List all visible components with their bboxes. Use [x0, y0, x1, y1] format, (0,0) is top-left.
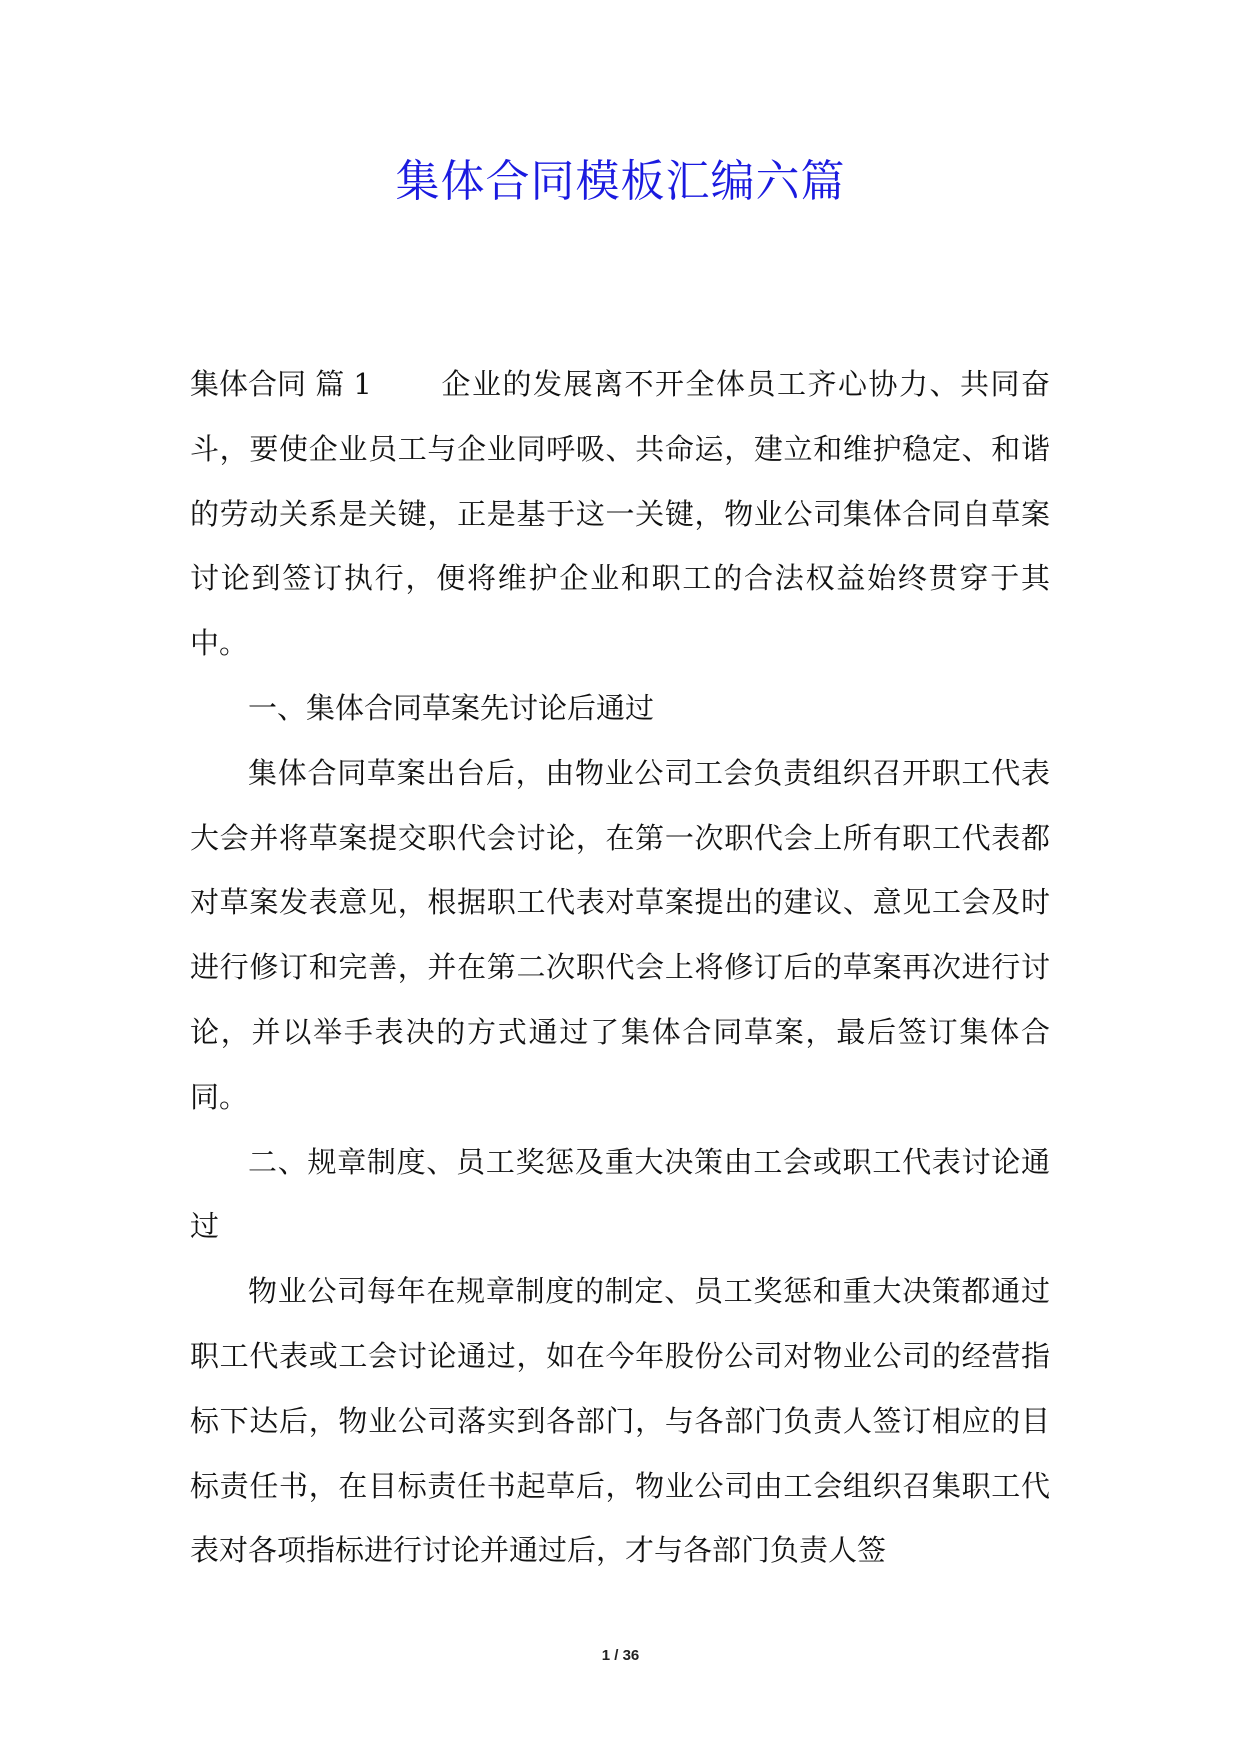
document-title: 集体合同模板汇编六篇	[395, 156, 846, 207]
heading-2: 二、规章制度、员工奖惩及重大决策由工会或职工代表讨论通过	[190, 1144, 1050, 1244]
paragraph-1-text: 企业的发展离不开全体员工齐心协力、共同奋斗，要使企业员工与企业同呼吸、共命运，建立和维护稳定、和谐的劳动关系是关键，正是基于这一关键，物业公司集体合同自草案讨论到签订执行，便将维护企业和职工的合法权益始终贯穿于其中。	[190, 367, 1050, 661]
page-number: 1 / 36	[601, 1647, 640, 1664]
document-body	[190, 352, 1050, 1583]
paragraph-2: 集体合同草案出台后，由物业公司工会负责组织召开职工代表大会并将草案提交职代会讨论，在第一次职代会上所有职工代表都对草案发表意见，根据职工代表对草案提出的建议、意见工会及时进行修订和完善，并在第二次职代会上将修订后的草案再次进行讨论，并以举手表决的方式通过了集体合同草案，最后签订集体合同。	[190, 755, 1050, 1114]
heading-1: 一、集体合同草案先讨论后通过	[248, 690, 655, 725]
paragraph-1	[190, 352, 1050, 676]
section-label: 集体合同 篇 1	[190, 367, 372, 401]
paragraph-3: 物业公司每年在规章制度的制定、员工奖惩和重大决策都通过职工代表或工会讨论通过，如在今年股份公司对物业公司的经营指标下达后，物业公司落实到各部门，与各部门负责人签订相应的目标责任书，在目标责任书起草后，物业公司由工会组织召集职工代表对各项指标进行讨论并通过后，才与各部门负责人签	[190, 1274, 1050, 1568]
